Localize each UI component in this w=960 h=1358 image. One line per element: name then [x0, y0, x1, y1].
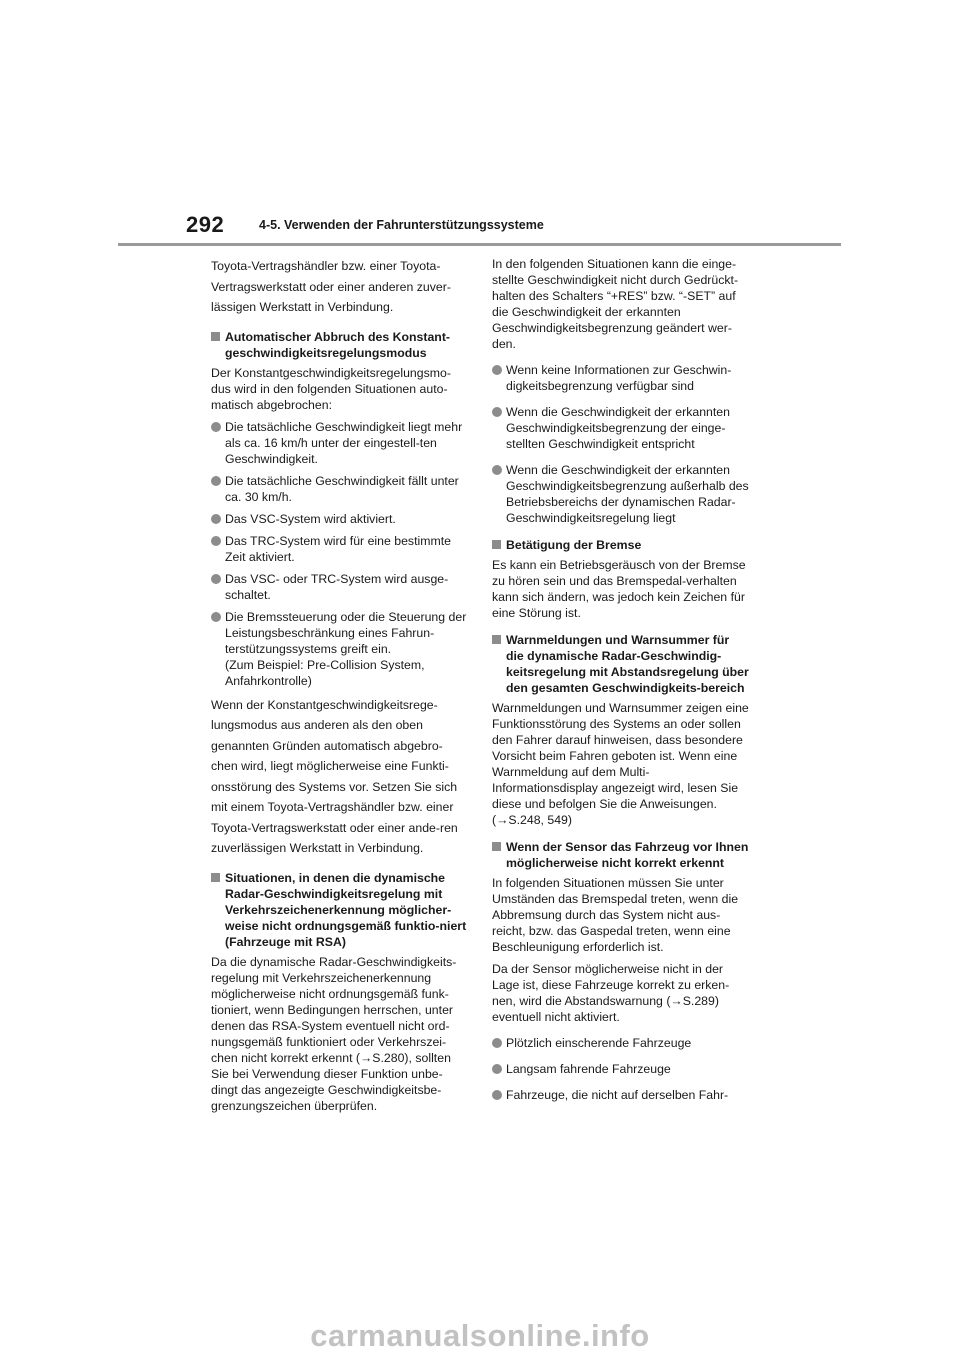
list-item	[492, 362, 750, 394]
right-column	[492, 256, 750, 1109]
circle-bullet-icon	[492, 1038, 502, 1048]
list-item-text: Plötzlich einscherende Fahrzeuge	[506, 1036, 692, 1050]
list-item	[492, 462, 750, 526]
paragraph: In folgenden Situationen müssen Sie unter Umständen das Bremspedal treten, wenn die Abbremsung durch das System nicht aus-reicht, bzw. das Gaspedal treten, wenn eine Beschleunigung erforderlich ist.	[492, 876, 739, 954]
list-item	[211, 473, 469, 505]
circle-bullet-icon	[492, 365, 502, 375]
list-item	[492, 1087, 750, 1103]
circle-bullet-icon	[211, 612, 221, 622]
list-item	[211, 533, 469, 565]
subheading-text: Betätigung der Bremse	[506, 538, 642, 552]
section-title: 4-5. Verwenden der Fahrunterstützungssysteme	[259, 218, 544, 232]
page-number: 292	[186, 212, 225, 237]
circle-bullet-icon	[211, 536, 221, 546]
list-item-text: Das TRC-System wird für eine bestimmte Zeit aktiviert.	[225, 533, 451, 564]
subheading	[492, 537, 750, 553]
list-item-text: Das VSC-System wird aktiviert.	[225, 511, 396, 526]
paragraph: Da der Sensor möglicherweise nicht in der Lage ist, diese Fahrzeuge korrekt zu erken-nen, wird die Abstandswarnung (→S.289) eventuell nicht aktiviert.	[492, 962, 730, 1024]
list-item-text: Fahrzeuge, die nicht auf derselben Fahr-	[506, 1088, 729, 1102]
paragraph: Toyota-Vertragshändler bzw. einer Toyota-Vertragswerkstatt oder einer anderen zuver-lässigen Werkstatt in Verbindung.	[211, 259, 451, 314]
watermark: carmanualsonline.info	[310, 1318, 650, 1353]
circle-bullet-icon	[492, 465, 502, 475]
subheading-text: Situationen, in denen die dynamische Radar-Geschwindigkeitsregelung mit Verkehrszeichenerkennung möglicher-weise nicht ordnungsgemäß funktio-niert (Fahrzeuge mit RSA)	[225, 870, 467, 949]
square-bullet-icon	[492, 635, 501, 644]
list-item	[211, 571, 469, 603]
list-item	[492, 1061, 750, 1077]
subheading-text: Wenn der Sensor das Fahrzeug vor Ihnen möglicherweise nicht korrekt erkennt	[506, 840, 749, 870]
list-item-text: Wenn die Geschwindigkeit der erkannten Geschwindigkeitsbegrenzung der einge-stellten Geschwindigkeit entspricht	[506, 405, 730, 451]
circle-bullet-icon	[211, 422, 221, 432]
list-item	[492, 1035, 750, 1051]
subheading-text: Warnmeldungen und Warnsummer für die dynamische Radar-Geschwindig-keitsregelung mit Abstandsregelung über den gesamten Geschwindigkeits-bereich	[506, 633, 749, 695]
list-item	[492, 404, 750, 452]
circle-bullet-icon	[211, 574, 221, 584]
list-item-text: Die tatsächliche Geschwindigkeit liegt mehr als ca. 16 km/h unter der eingestell-ten Geschwindigkeit.	[225, 419, 463, 466]
paragraph: Warnmeldungen und Warnsummer zeigen eine Funktionsstörung des Systems an oder sollen den Fahrer darauf hinweisen, dass besondere Vorsicht beim Fahren geboten ist. Wenn eine Warnmeldung auf dem Multi-Informationsdisplay angezeigt wird, lesen Sie diese und befolgen Sie die Anweisungen. (→S.248, 549)	[492, 701, 749, 827]
list-item-text: Langsam fahrende Fahrzeuge	[506, 1062, 671, 1076]
paragraph: In den folgenden Situationen kann die einge-stellte Geschwindigkeit nicht durch Gedrückt-halten des Schalters “+RES” bzw. “-SET” auf die Geschwindigkeit der erkannten Geschwindigkeitsbegrenzung geändert wer-den.	[492, 257, 739, 351]
square-bullet-icon	[492, 842, 501, 851]
list-item-text: Wenn keine Informationen zur Geschwin-digkeitsbegrenzung verfügbar sind	[506, 363, 732, 393]
list-item	[211, 609, 469, 689]
subheading	[492, 632, 750, 696]
list-item	[211, 419, 469, 467]
paragraph: Wenn der Konstantgeschwindigkeitsrege-lungsmodus aus anderen als den oben genannten Gründen automatisch abgebro-chen wird, liegt möglicherweise eine Funkti-onsstörung des Systems vor. Setzen Sie sich mit einem Toyota-Vertragshändler bzw. einer Toyota-Vertragswerkstatt oder einer ande-ren zuverlässigen Werkstatt in Verbindung.	[211, 697, 458, 855]
circle-bullet-icon	[211, 514, 221, 524]
paragraph: Der Konstantgeschwindigkeitsregelungsmo-dus wird in den folgenden Situationen auto-matisch abgebrochen:	[211, 365, 451, 412]
paragraph: Da die dynamische Radar-Geschwindigkeits-regelung mit Verkehrszeichenerkennung möglicherweise nicht ordnungsgemäß funk-tioniert, wenn Bedingungen herrschen, unter denen das RSA-System eventuell nicht ord-nungsgemäß funktioniert oder Verkehrszei-chen nicht korrekt erkennt (→S.280), sollten Sie bei Verwendung dieser Funktion unbe-dingt das angezeigte Geschwindigkeitsbe-grenzungszeichen überprüfen.	[211, 954, 457, 1113]
circle-bullet-icon	[492, 1064, 502, 1074]
circle-bullet-icon	[211, 476, 221, 486]
list-item-text: Das VSC- oder TRC-System wird ausge-schaltet.	[225, 571, 449, 602]
circle-bullet-icon	[492, 407, 502, 417]
paragraph: Es kann ein Betriebsgeräusch von der Bremse zu hören sein und das Bremspedal-verhalten kann sich ändern, was jedoch kein Zeichen für eine Störung ist.	[492, 558, 746, 620]
circle-bullet-icon	[492, 1090, 502, 1100]
square-bullet-icon	[211, 873, 220, 882]
subheading	[211, 329, 469, 361]
left-column	[211, 256, 469, 1120]
subheading-text: Automatischer Abbruch des Konstant-geschwindigkeitsregelungsmodus	[225, 329, 451, 360]
subheading	[492, 839, 750, 871]
list-item-text: Wenn die Geschwindigkeit der erkannten Geschwindigkeitsbegrenzung außerhalb des Betriebsbereichs der dynamischen Radar-Geschwindigkeitsregelung liegt	[506, 463, 749, 525]
square-bullet-icon	[492, 540, 501, 549]
list-item	[211, 511, 469, 527]
square-bullet-icon	[211, 332, 220, 341]
header-divider	[118, 243, 841, 246]
list-item-text: Die tatsächliche Geschwindigkeit fällt unter ca. 30 km/h.	[225, 473, 459, 504]
list-item-text: Die Bremssteuerung oder die Steuerung der Leistungsbeschränkung eines Fahrun-terstützungssystems greift ein. (Zum Beispiel: Pre-Collision System, Anfahrkontrolle)	[225, 609, 467, 688]
subheading	[211, 870, 469, 950]
